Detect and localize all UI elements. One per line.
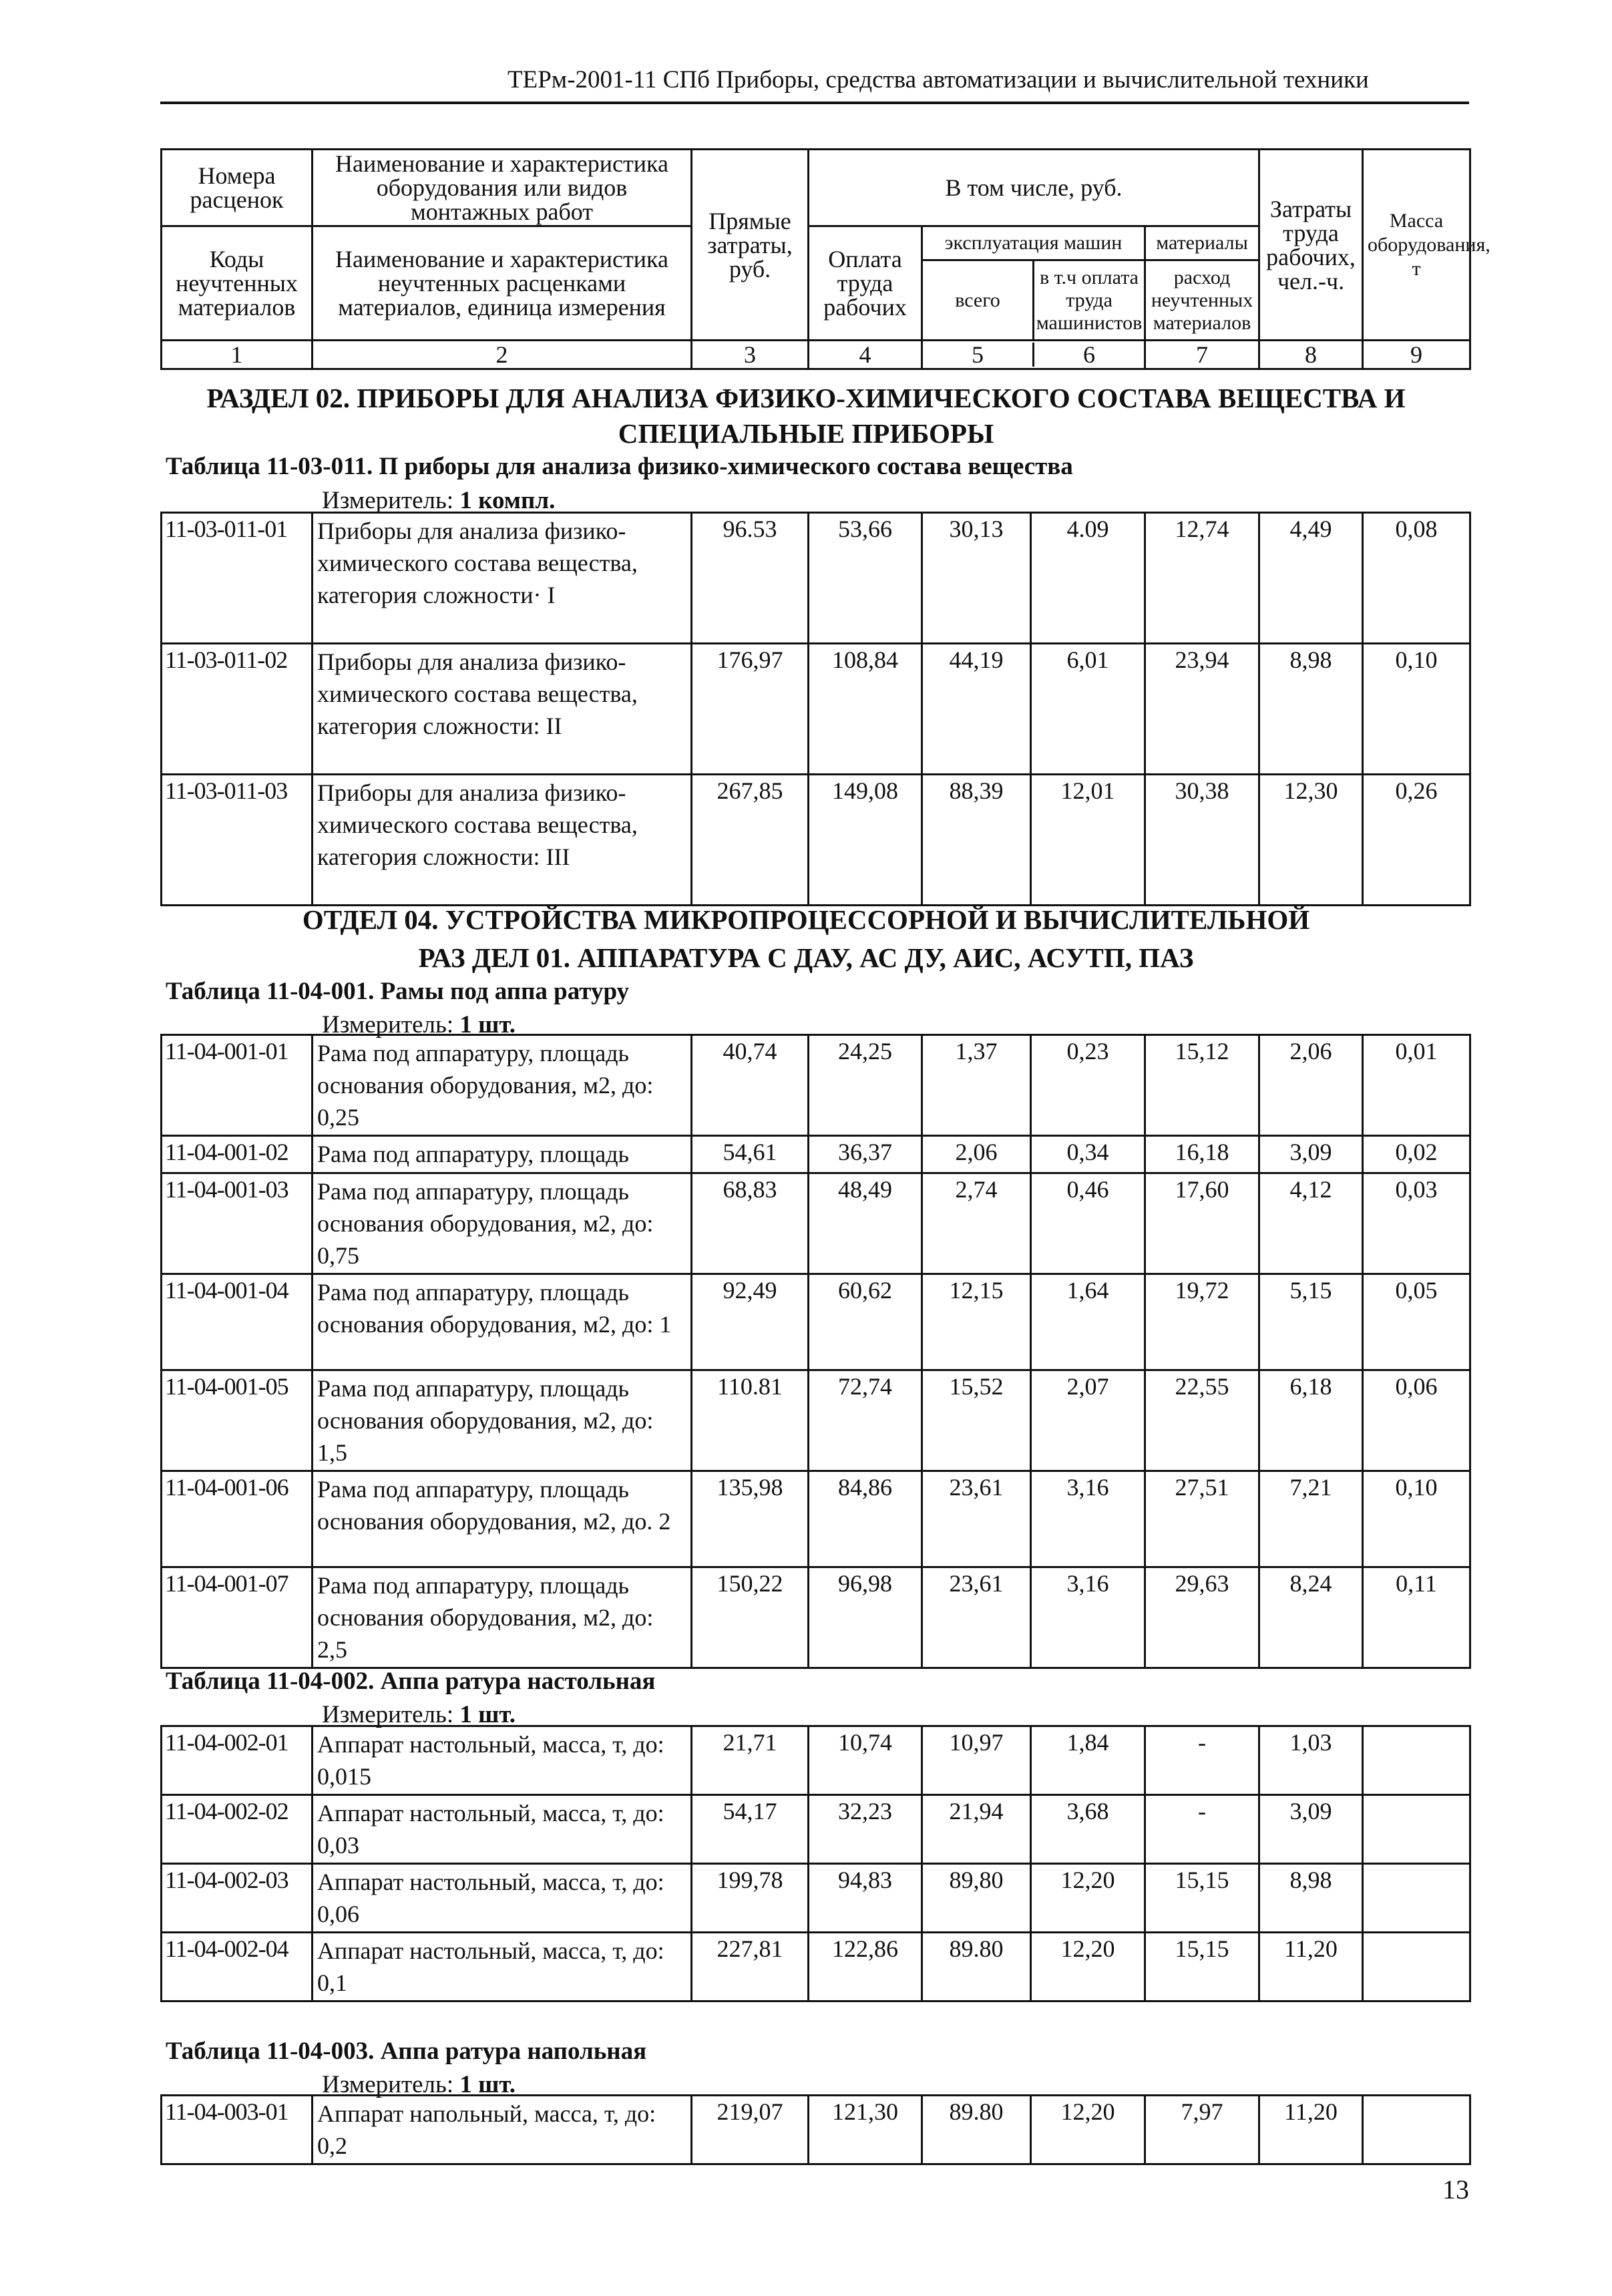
rate-description: Приборы для анализа физико-химического состава вещества, категория сложности· I [313, 513, 692, 644]
table-row [162, 1274, 1470, 1370]
table-caption: Таблица 11-03-011. П риборы для анализа физико-химического состава вещества [166, 453, 1073, 480]
value-cell: 30,38 [1145, 775, 1259, 906]
table-row [162, 775, 1470, 906]
value-cell: 199,78 [692, 1864, 809, 1933]
value-cell: 1,03 [1259, 1726, 1363, 1795]
value-cell [1363, 1933, 1470, 2001]
value-cell: 2,06 [1259, 1035, 1363, 1136]
value-cell: 23,94 [1145, 644, 1259, 775]
rate-code: 11-04-001-05 [162, 1370, 313, 1471]
value-cell: 0,10 [1363, 644, 1470, 775]
value-cell: 3,68 [1031, 1795, 1145, 1864]
value-cell: 0,10 [1363, 1471, 1470, 1567]
rate-code: 11-04-001-07 [162, 1567, 313, 1668]
value-cell: 4,49 [1259, 513, 1363, 644]
value-cell: 88,39 [922, 775, 1031, 906]
value-cell: 16,18 [1145, 1136, 1259, 1173]
value-cell: 219,07 [692, 2096, 809, 2164]
value-cell: 135,98 [692, 1471, 809, 1567]
rate-description: Аппарат настольный, масса, т, до: 0,03 [313, 1795, 692, 1864]
value-cell: 8,98 [1259, 1864, 1363, 1933]
table-row [162, 1136, 1470, 1173]
value-cell: 19,72 [1145, 1274, 1259, 1370]
col-head-codes: Номера расценок [162, 150, 313, 226]
value-cell: 150,22 [692, 1567, 809, 1668]
value-cell: 267,85 [692, 775, 809, 906]
table-caption: Таблица 11-04-003. Аппа ратура напольная [166, 2038, 647, 2065]
value-cell [1363, 1795, 1470, 1864]
rate-code: 11-04-002-04 [162, 1933, 313, 2001]
table-row [162, 1567, 1470, 1668]
value-cell: 0,46 [1031, 1173, 1145, 1274]
value-cell: 110.81 [692, 1370, 809, 1471]
value-cell: 0,26 [1363, 775, 1470, 906]
value-cell: 12,20 [1031, 1933, 1145, 2001]
value-cell: 54,61 [692, 1136, 809, 1173]
value-cell [1363, 1726, 1470, 1795]
table-row [162, 1795, 1470, 1864]
page-number: 13 [1442, 2174, 1469, 2205]
value-cell: 0,11 [1363, 1567, 1470, 1668]
rate-code: 11-04-001-04 [162, 1274, 313, 1370]
price-table [160, 1725, 1471, 2002]
value-cell: 0,34 [1031, 1136, 1145, 1173]
value-cell: 3,09 [1259, 1795, 1363, 1864]
value-cell [1363, 2096, 1470, 2164]
rate-code: 11-04-002-03 [162, 1864, 313, 1933]
section-title-line-1: РАЗДЕЛ 02. ПРИБОРЫ ДЛЯ АНАЛИЗА ФИЗИКО-ХИМИЧЕСКОГО СОСТАВА ВЕЩЕСТВА И [206, 383, 1406, 413]
col-head-direct-costs: Прямые затраты, руб. [692, 150, 809, 341]
table-caption: Таблица 11-04-002. Аппа ратура настольная [166, 1668, 656, 1695]
table-row [162, 1035, 1470, 1136]
col-number: 4 [809, 341, 922, 369]
table-row [162, 1471, 1470, 1567]
table-row [162, 1864, 1470, 1933]
rate-description: Рама под аппаратуру, площадь основания оборудования, м2, до: 0,75 [313, 1173, 692, 1274]
measure-unit: Измеритель: 1 шт. [322, 1011, 516, 1038]
col-head-wages: Оплата труда рабочих [809, 226, 922, 341]
value-cell: 7,21 [1259, 1471, 1363, 1567]
rate-description: Рама под аппаратуру, площадь [313, 1136, 692, 1173]
col-head-materials: материалы [1146, 227, 1258, 261]
table-row [162, 644, 1470, 775]
rate-description: Приборы для анализа физико-химического состава вещества, категория сложности: II [313, 644, 692, 775]
table-row [162, 1933, 1470, 2001]
value-cell: 176,97 [692, 644, 809, 775]
value-cell: 22,55 [1145, 1370, 1259, 1471]
column-header-table [160, 148, 1490, 370]
page-header: ТЕРм-2001-11 СПб Приборы, средства автоматизации и вычислительной техники [508, 66, 1369, 93]
table-row [162, 1370, 1470, 1471]
rate-code: 11-04-002-02 [162, 1795, 313, 1864]
rate-description: Рама под аппаратуру, площадь основания оборудования, м2, до. 2 [313, 1471, 692, 1567]
section-title-line-2: СПЕЦИАЛЬНЫЕ ПРИБОРЫ [618, 418, 994, 449]
value-cell: 60,62 [809, 1274, 922, 1370]
value-cell: 23,61 [922, 1471, 1031, 1567]
col-head-labor: Затраты труда рабочих, чел.-ч. [1259, 150, 1363, 341]
value-cell: 11,20 [1259, 2096, 1363, 2164]
col-head-material-codes: Коды неучтенных материалов [162, 226, 313, 341]
value-cell: 89.80 [922, 1933, 1031, 2001]
col-head-machines: эксплуатация машин [923, 227, 1144, 261]
value-cell: 2,74 [922, 1173, 1031, 1274]
value-cell: 27,51 [1145, 1471, 1259, 1567]
value-cell: 4.09 [1031, 513, 1145, 644]
rate-code: 11-04-001-06 [162, 1471, 313, 1567]
value-cell: 5,15 [1259, 1274, 1363, 1370]
value-cell: 12,74 [1145, 513, 1259, 644]
value-cell: 8,24 [1259, 1567, 1363, 1668]
col-head-mass: Масса оборудования, т [1363, 150, 1470, 341]
value-cell: 0,02 [1363, 1136, 1470, 1173]
value-cell: 10,74 [809, 1726, 922, 1795]
value-cell: 30,13 [922, 513, 1031, 644]
col-head-machines-total: всего [923, 261, 1034, 339]
table-row [162, 1726, 1470, 1795]
value-cell: 12,15 [922, 1274, 1031, 1370]
rate-code: 11-03-011-02 [162, 644, 313, 775]
value-cell: 21,94 [922, 1795, 1031, 1864]
value-cell: - [1145, 1795, 1259, 1864]
value-cell: 21,71 [692, 1726, 809, 1795]
col-head-group: В том числе, руб. [809, 150, 1259, 226]
col-number: 3 [692, 341, 809, 369]
value-cell: 24,25 [809, 1035, 922, 1136]
value-cell: 15,52 [922, 1370, 1031, 1471]
value-cell: 0,06 [1363, 1370, 1470, 1471]
value-cell: 108,84 [809, 644, 922, 775]
value-cell: 0,03 [1363, 1173, 1470, 1274]
value-cell: 96.53 [692, 513, 809, 644]
value-cell: 12,30 [1259, 775, 1363, 906]
measure-unit: Измеритель: 1 шт. [322, 1701, 516, 1728]
rate-code: 11-04-002-01 [162, 1726, 313, 1795]
measure-unit: Измеритель: 1 шт. [322, 2071, 516, 2098]
value-cell: 89,80 [922, 1864, 1031, 1933]
value-cell [1363, 1864, 1470, 1933]
value-cell: 40,74 [692, 1035, 809, 1136]
value-cell: - [1145, 1726, 1259, 1795]
value-cell: 3,16 [1031, 1567, 1145, 1668]
value-cell: 4,12 [1259, 1173, 1363, 1274]
value-cell: 8,98 [1259, 644, 1363, 775]
col-number: 8 [1259, 341, 1363, 369]
col-number: 5 [923, 343, 1034, 367]
rate-code: 11-03-011-03 [162, 775, 313, 906]
value-cell: 2,06 [922, 1136, 1031, 1173]
col-number: 2 [313, 341, 692, 369]
value-cell: 89.80 [922, 2096, 1031, 2164]
value-cell: 12,20 [1031, 1864, 1145, 1933]
value-cell: 94,83 [809, 1864, 922, 1933]
value-cell: 84,86 [809, 1471, 922, 1567]
rate-code: 11-03-011-01 [162, 513, 313, 644]
value-cell: 7,97 [1145, 2096, 1259, 2164]
value-cell: 1,37 [922, 1035, 1031, 1136]
otdel-title: ОТДЕЛ 04. УСТРОЙСТВА МИКРОПРОЦЕССОРНОЙ И ВЫЧИСЛИТЕЛЬНОЙ [302, 904, 1310, 935]
value-cell: 10,97 [922, 1726, 1031, 1795]
rate-description: Аппарат настольный, масса, т, до: 0,015 [313, 1726, 692, 1795]
col-head-material-name: Наименование и характеристика неучтенных расценками материалов, единица измерения [313, 226, 692, 341]
value-cell: 6,18 [1259, 1370, 1363, 1471]
col-number: 9 [1363, 341, 1470, 369]
col-head-material-usage: расход неучтенных материалов [1151, 266, 1253, 334]
table-row [162, 1173, 1470, 1274]
header-rule [160, 102, 1469, 104]
rate-code: 11-04-001-01 [162, 1035, 313, 1136]
rate-description: Аппарат настольный, масса, т, до: 0,1 [313, 1933, 692, 2001]
col-number: 1 [162, 341, 313, 369]
table-row [162, 2096, 1470, 2164]
col-head-machinist-wages: в т.ч оплата труда машинистов [1036, 266, 1143, 334]
value-cell: 1,84 [1031, 1726, 1145, 1795]
value-cell: 68,83 [692, 1173, 809, 1274]
value-cell: 15,12 [1145, 1035, 1259, 1136]
rate-description: Аппарат настольный, масса, т, до: 0,06 [313, 1864, 692, 1933]
value-cell: 72,74 [809, 1370, 922, 1471]
value-cell: 17,60 [1145, 1173, 1259, 1274]
rate-description: Рама под аппаратуру, площадь основания оборудования, м2, до: 1,5 [313, 1370, 692, 1471]
rate-description: Аппарат напольный, масса, т, до: 0,2 [313, 2096, 692, 2164]
rate-code: 11-04-001-02 [162, 1136, 313, 1173]
rate-code: 11-04-001-03 [162, 1173, 313, 1274]
rate-description: Рама под аппаратуру, площадь основания оборудования, м2, до: 1 [313, 1274, 692, 1370]
value-cell: 0,05 [1363, 1274, 1470, 1370]
value-cell: 53,66 [809, 513, 922, 644]
value-cell: 29,63 [1145, 1567, 1259, 1668]
value-cell: 32,23 [809, 1795, 922, 1864]
value-cell: 122,86 [809, 1933, 922, 2001]
value-cell: 1,64 [1031, 1274, 1145, 1370]
measure-unit: Измеритель: 1 компл. [322, 487, 556, 514]
price-table [160, 2094, 1471, 2165]
value-cell: 0,08 [1363, 513, 1470, 644]
value-cell: 36,37 [809, 1136, 922, 1173]
razdel-title: РАЗ ДЕЛ 01. АППАРАТУРА С ДАУ, АС ДУ, АИС, АСУТП, ПАЗ [418, 942, 1194, 973]
price-table [160, 512, 1471, 906]
value-cell: 44,19 [922, 644, 1031, 775]
col-number: 6 [1083, 341, 1095, 368]
value-cell: 11,20 [1259, 1933, 1363, 2001]
value-cell: 3,16 [1031, 1471, 1145, 1567]
value-cell: 15,15 [1145, 1864, 1259, 1933]
value-cell: 149,08 [809, 775, 922, 906]
rate-description: Рама под аппаратуру, площадь основания оборудования, м2, до: 2,5 [313, 1567, 692, 1668]
price-table [160, 1034, 1471, 1669]
rate-description: Приборы для анализа физико-химического состава вещества, категория сложности: III [313, 775, 692, 906]
value-cell: 2,07 [1031, 1370, 1145, 1471]
table-caption: Таблица 11-04-001. Рамы под аппа ратуру [166, 978, 630, 1005]
rate-code: 11-04-003-01 [162, 2096, 313, 2164]
value-cell: 54,17 [692, 1795, 809, 1864]
table-row [162, 513, 1470, 644]
value-cell: 227,81 [692, 1933, 809, 2001]
col-number: 7 [1145, 341, 1259, 369]
value-cell: 0,01 [1363, 1035, 1470, 1136]
value-cell: 121,30 [809, 2096, 922, 2164]
value-cell: 48,49 [809, 1173, 922, 1274]
value-cell: 15,15 [1145, 1933, 1259, 2001]
col-head-name: Наименование и характеристика оборудования или видов монтажных работ [313, 150, 692, 226]
value-cell: 6,01 [1031, 644, 1145, 775]
value-cell: 92,49 [692, 1274, 809, 1370]
value-cell: 0,23 [1031, 1035, 1145, 1136]
value-cell: 12,01 [1031, 775, 1145, 906]
rate-description: Рама под аппаратуру, площадь основания оборудования, м2, до: 0,25 [313, 1035, 692, 1136]
value-cell: 23,61 [922, 1567, 1031, 1668]
value-cell: 12,20 [1031, 2096, 1145, 2164]
value-cell: 96,98 [809, 1567, 922, 1668]
value-cell: 3,09 [1259, 1136, 1363, 1173]
